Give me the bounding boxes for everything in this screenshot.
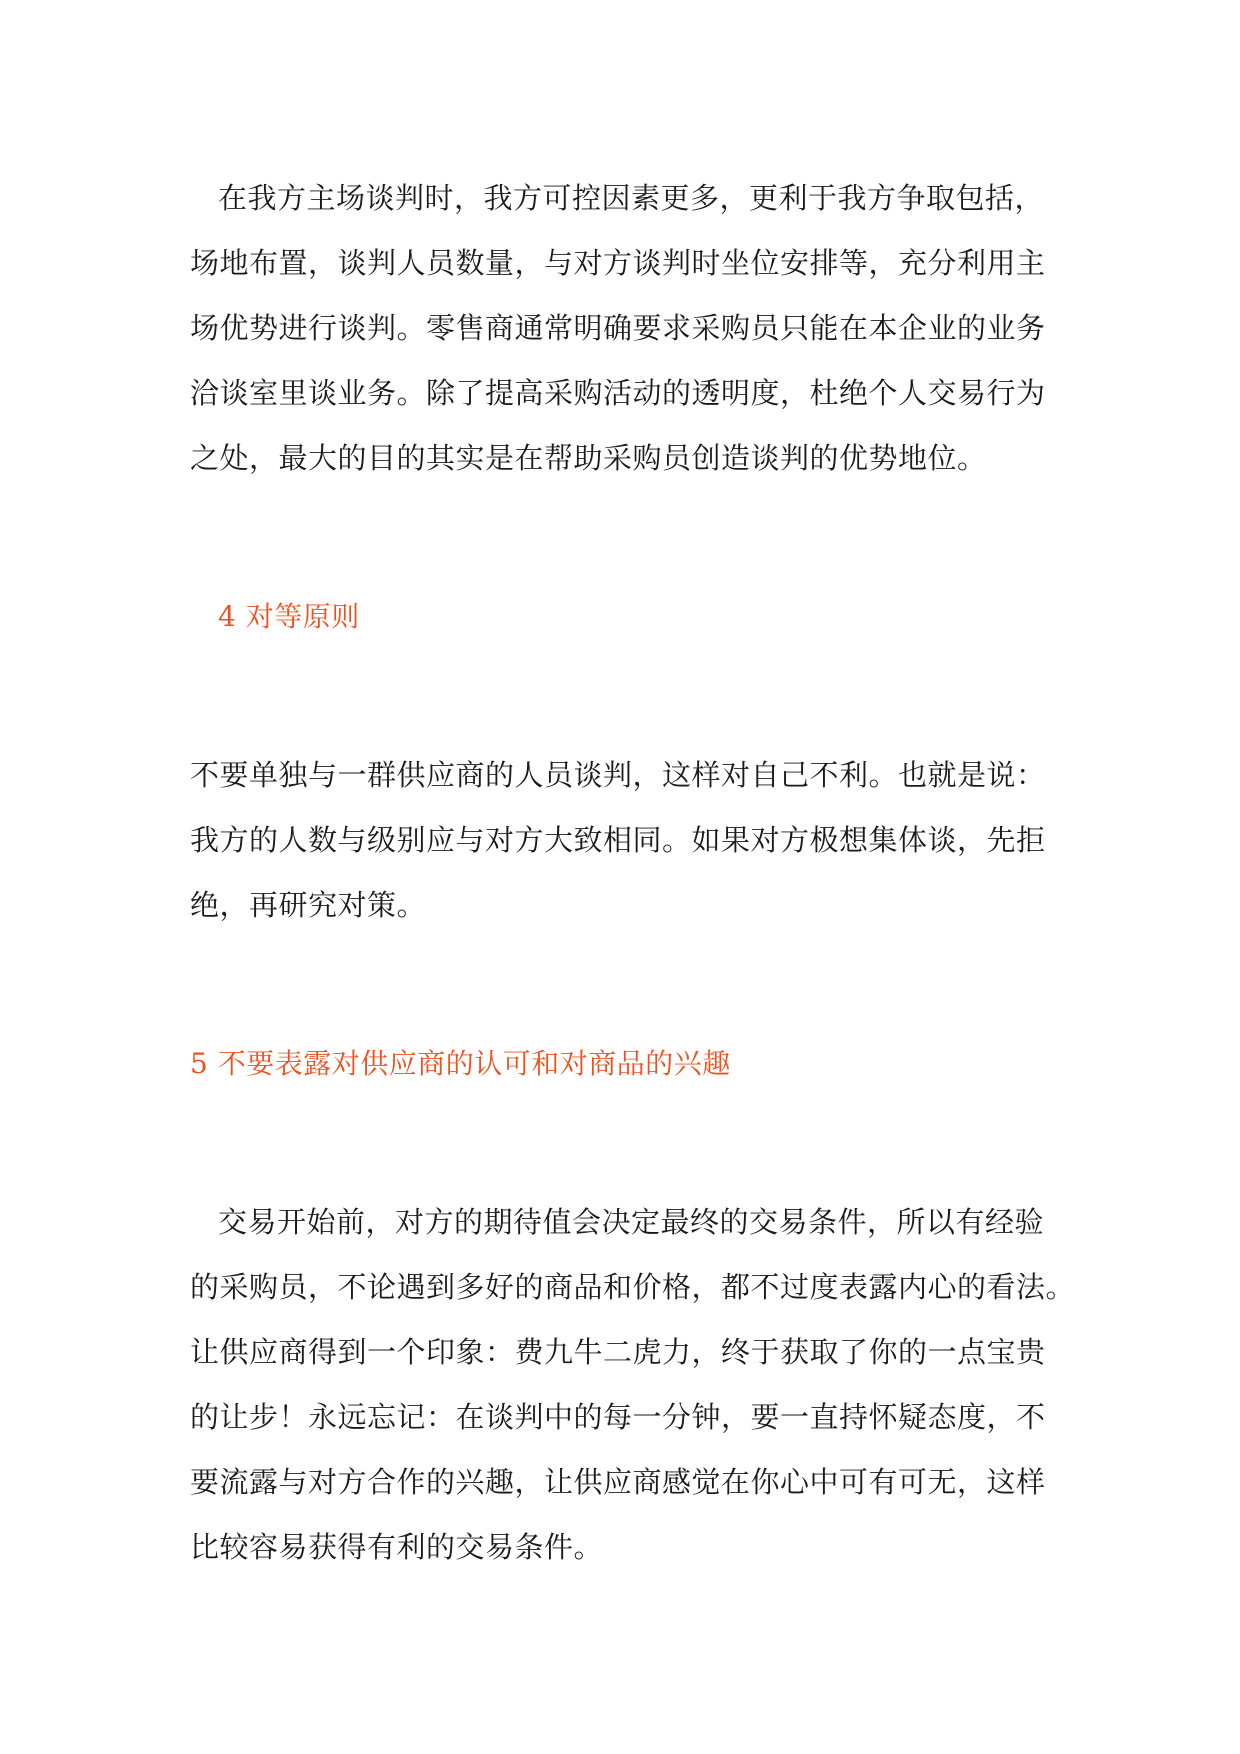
text-line: 比较容易获得有利的交易条件。 [190, 1530, 604, 1564]
section-heading-equality-principle: 4 对等原则 [218, 600, 360, 633]
text-line: 场地布置，谈判人员数量，与对方谈判时坐位安排等，充分利用主 [190, 246, 1046, 280]
text-line: 洽谈室里谈业务。除了提高采购活动的透明度，杜绝个人交易行为 [190, 376, 1046, 410]
text-line: 让供应商得到一个印象：费九牛二虎力，终于获取了你的一点宝贵 [190, 1335, 1046, 1369]
text-line: 交易开始前，对方的期待值会决定最终的交易条件，所以有经验 [218, 1205, 1045, 1239]
text-line: 绝，再研究对策。 [190, 888, 427, 922]
text-line: 的采购员，不论遇到多好的商品和价格，都不过度表露内心的看法。 [190, 1270, 1076, 1304]
section-heading-hide-interest: 5 不要表露对供应商的认可和对商品的兴趣 [190, 1047, 731, 1080]
text-line: 我方的人数与级别应与对方大致相同。如果对方极想集体谈，先拒 [190, 823, 1046, 857]
text-line: 不要单独与一群供应商的人员谈判，这样对自己不利。也就是说： [190, 758, 1046, 792]
text-line: 之处，最大的目的其实是在帮助采购员创造谈判的优势地位。 [190, 441, 987, 475]
text-line: 的让步！永远忘记：在谈判中的每一分钟，要一直持怀疑态度，不 [190, 1400, 1046, 1434]
text-line: 在我方主场谈判时，我方可控因素更多，更利于我方争取包括， [218, 181, 1045, 215]
text-line: 要流露与对方合作的兴趣，让供应商感觉在你心中可有可无，这样 [190, 1465, 1046, 1499]
text-line: 场优势进行谈判。零售商通常明确要求采购员只能在本企业的业务 [190, 311, 1046, 345]
